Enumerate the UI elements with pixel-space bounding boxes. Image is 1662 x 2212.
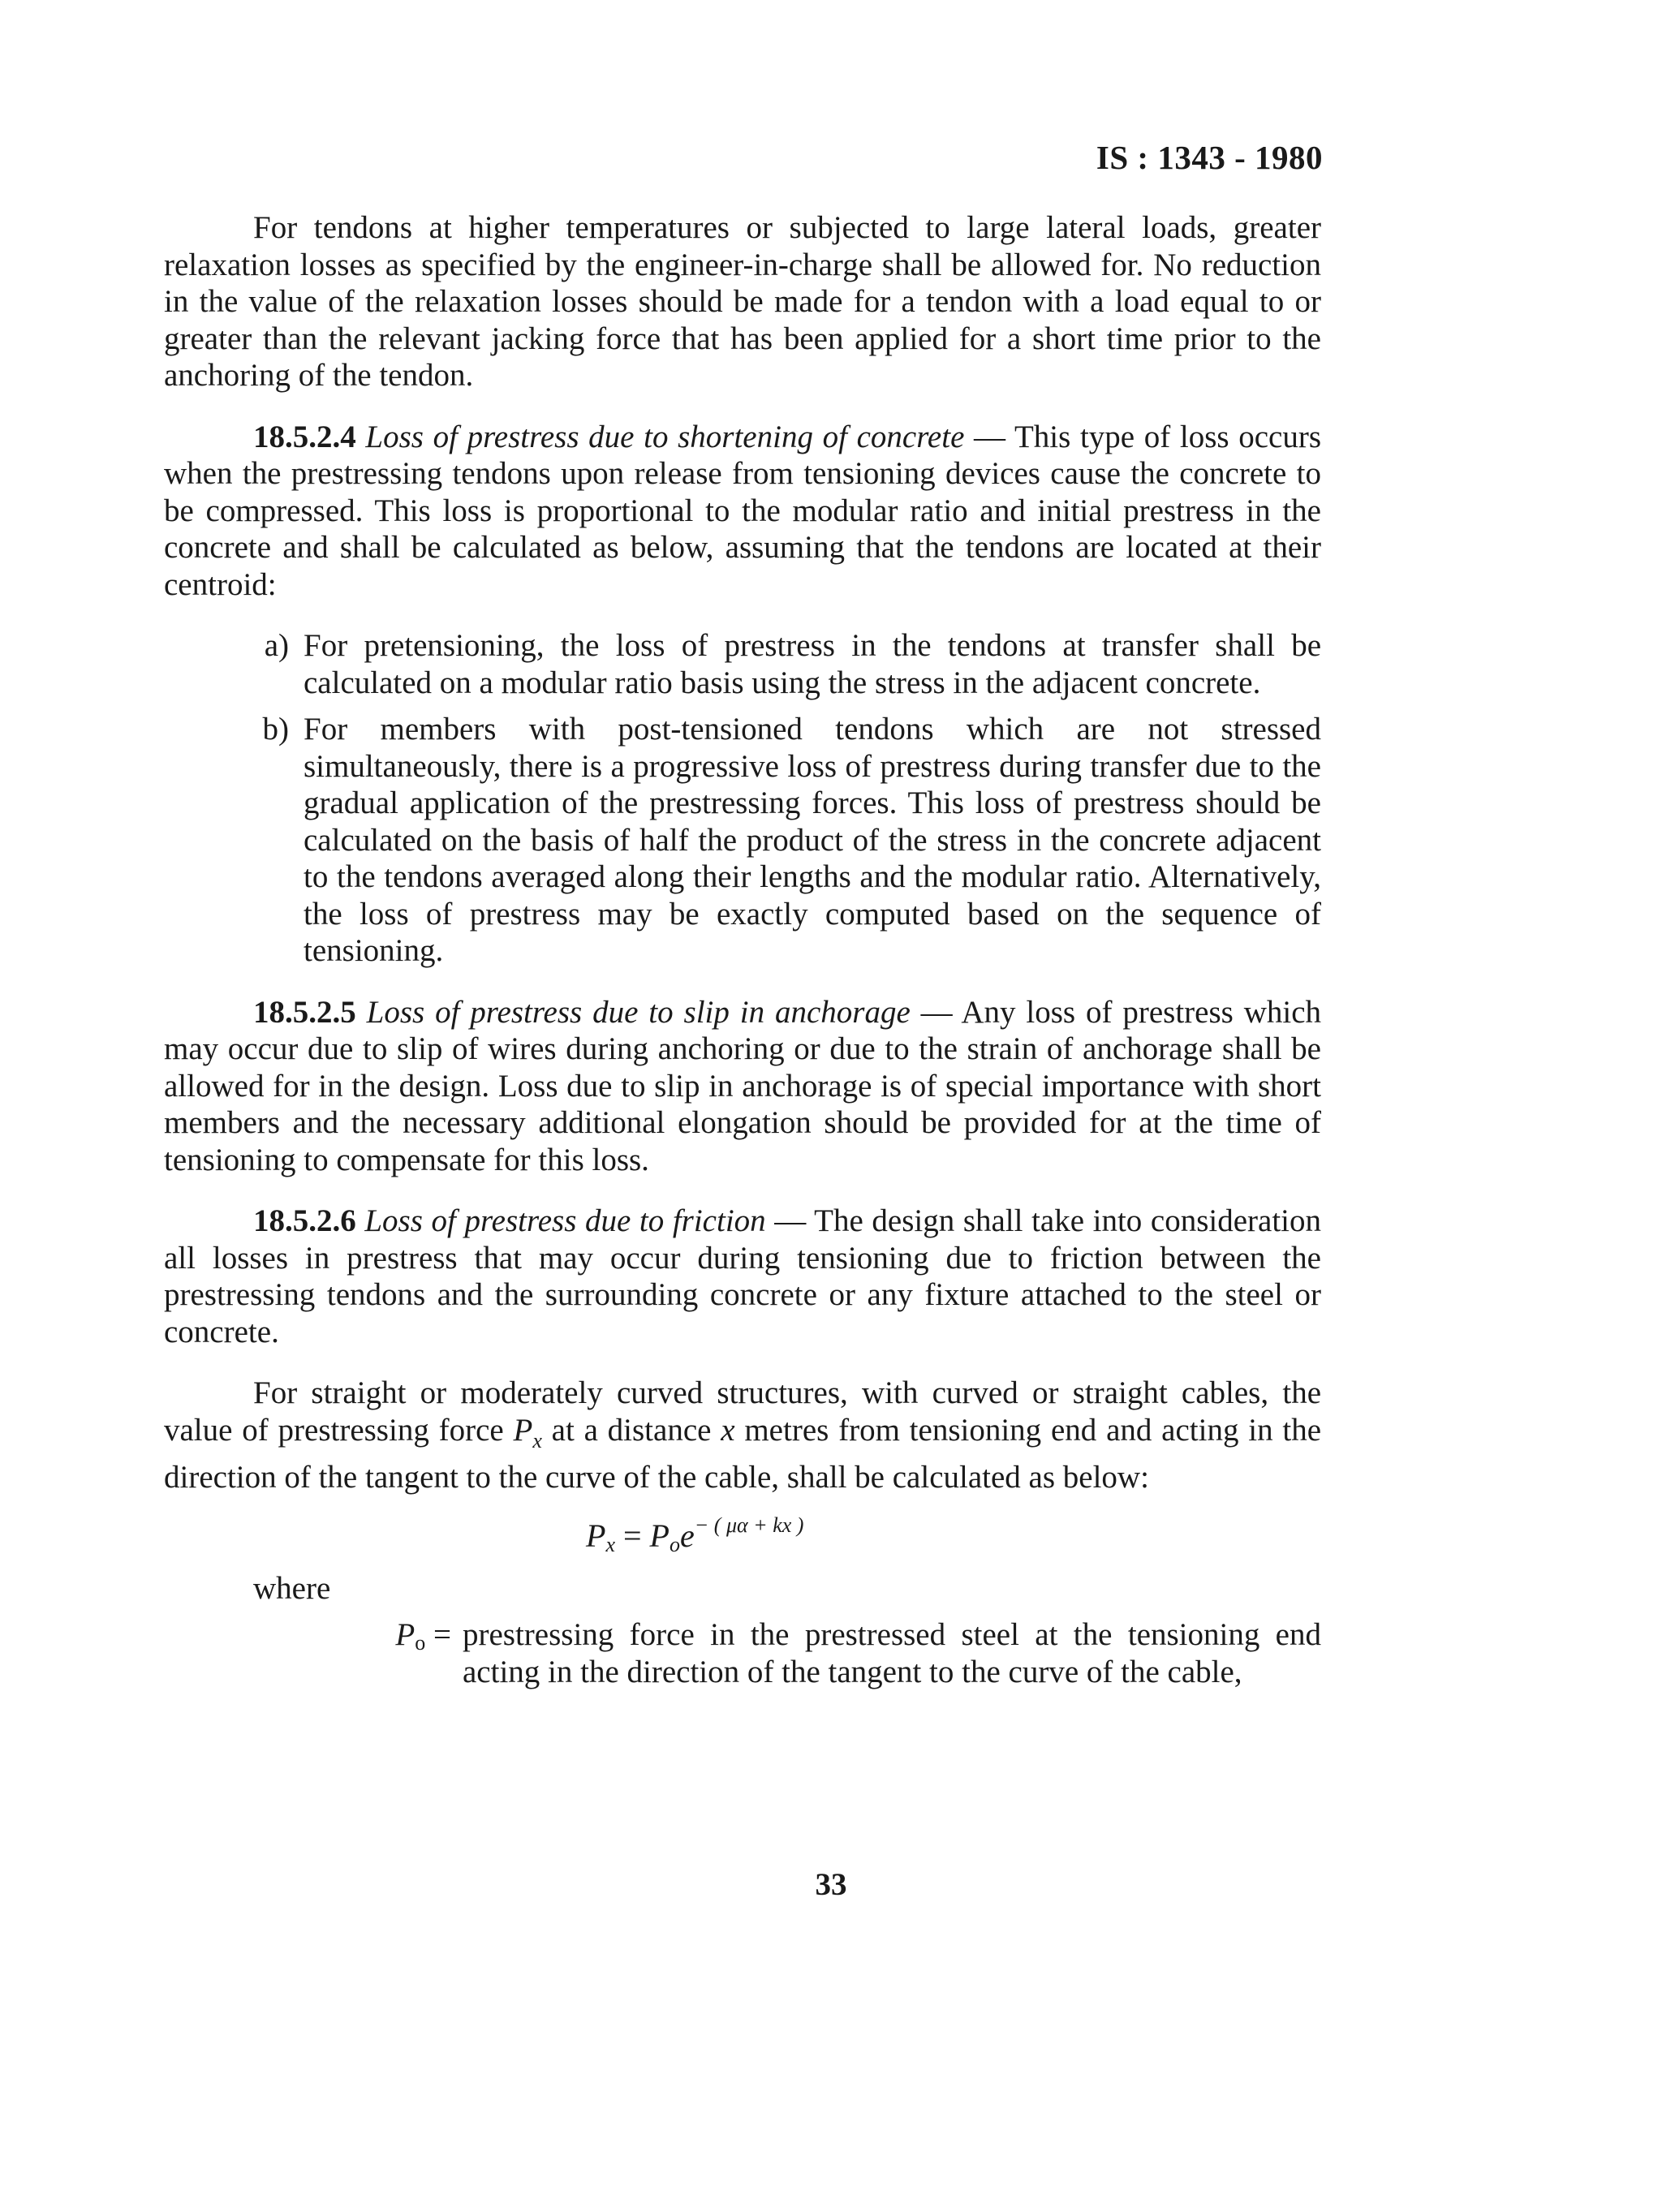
- clause-text: — Any loss of prestress which may occur due to slip of wires during anchoring or due to the strain of anchorage shall be allowed for in the design. Loss due to slip in anchorage is of special importance with short members and the necessary additional elongation should be provided for at the time of tensioning to compensate for this loss.: [164, 994, 1322, 1177]
- friction-text-2: at a distance: [541, 1412, 721, 1448]
- where-label: where: [253, 1570, 331, 1606]
- formula-lhs: P: [586, 1517, 606, 1555]
- friction-paragraph: [164, 1375, 1321, 1495]
- symbol-x: x: [721, 1412, 735, 1448]
- formula-rhs-subscript: o: [669, 1533, 680, 1557]
- clause-number: 18.5.2.6: [253, 1203, 356, 1238]
- friction-text-1: For straight or moderately curved structures, with curved or straight cables, the value of prestressing force: [164, 1375, 1321, 1448]
- clause-title: Loss of prestress due to slip in anchorage: [366, 994, 911, 1030]
- definition-symbol-subscript: o: [415, 1631, 426, 1655]
- list-item: [164, 711, 1321, 970]
- definition-text: prestressing force in the prestressed steel at the tensioning end acting in the direction of the tangent to the curve of the cable,: [463, 1617, 1321, 1689]
- clause-text: — The design shall take into consideration all losses in prestress that may occur during tensioning due to friction between the prestressing tendons and the surrounding concrete or any fixture attached to the steel or concrete.: [164, 1203, 1322, 1349]
- clause-18-5-2-5: [164, 994, 1321, 1179]
- list-item-mark: a): [264, 628, 289, 663]
- list-item-text: For members with post-tensioned tendons which are not stressed simultaneously, there is a progressive loss of prestress during transfer due to the gradual application of the prestressing forces. This loss of prestress should be calculated on the basis of half the product of the stress in the concrete adjacent to the tendons averaged along their lengths and the modular ratio. Alternatively, the loss of prestress may be exactly computed based on the sequence of tensioning.: [304, 712, 1321, 968]
- clause-text: — This type of loss occurs when the prestressing tendons upon release from tensioning devices cause the concrete to be compressed. This loss is proportional to the modular ratio and initial prestress in the concrete and shall be calculated as below, assuming that the tendons are located at their centroid:: [164, 419, 1322, 602]
- formula-equals: =: [614, 1517, 650, 1555]
- symbol-subscript: x: [532, 1428, 542, 1452]
- clause-title: Loss of prestress due to friction: [364, 1203, 766, 1238]
- definition-po: [164, 1616, 1321, 1690]
- definition-equals: =: [425, 1617, 451, 1653]
- page-number: 33: [815, 1867, 847, 1902]
- formula-rhs: P: [649, 1517, 670, 1555]
- clause-title: Loss of prestress due to shortening of concrete: [365, 419, 965, 454]
- list-item: [164, 627, 1321, 701]
- clause-number: 18.5.2.5: [253, 994, 356, 1030]
- clause-18-5-2-6: [164, 1203, 1321, 1350]
- friction-formula: [586, 1507, 1321, 1564]
- definition-symbol: [164, 1616, 463, 1690]
- definition-symbol-letter: P: [395, 1617, 416, 1653]
- clause-18-5-2-4: [164, 419, 1321, 604]
- standard-header: IS : 1343 - 1980: [1096, 139, 1323, 176]
- formula-exp-base: e: [679, 1517, 695, 1555]
- symbol-p: P: [513, 1412, 533, 1448]
- list-item-mark: b): [262, 712, 289, 747]
- relaxation-paragraph: For tendons at higher temperatures or subjected to large lateral loads, greater relaxation losses as specified by the engineer-in-charge shall be allowed for. No reduction in the value of the relaxation losses should be made for a tendon with a load equal to or greater than the relevant jacking force that has been applied for a short time prior to the anchoring of the tendon.: [164, 210, 1321, 393]
- document-body: [164, 209, 1321, 1690]
- formula-exponent: − ( μα + kx ): [694, 1513, 804, 1538]
- list-item-text: For pretensioning, the loss of prestress in the tendons at transfer shall be calculated on a modular ratio basis using the stress in the adjacent concrete.: [304, 628, 1321, 700]
- friction-text-3: metres from tensioning end and acting in the direction of the tangent to the curve of the cable, shall be calculated as below:: [164, 1412, 1322, 1495]
- formula-lhs-subscript: x: [605, 1533, 615, 1557]
- clause-number: 18.5.2.4: [253, 419, 356, 454]
- clause-18-5-2-4-list: [164, 627, 1321, 970]
- symbol-px: [513, 1412, 542, 1452]
